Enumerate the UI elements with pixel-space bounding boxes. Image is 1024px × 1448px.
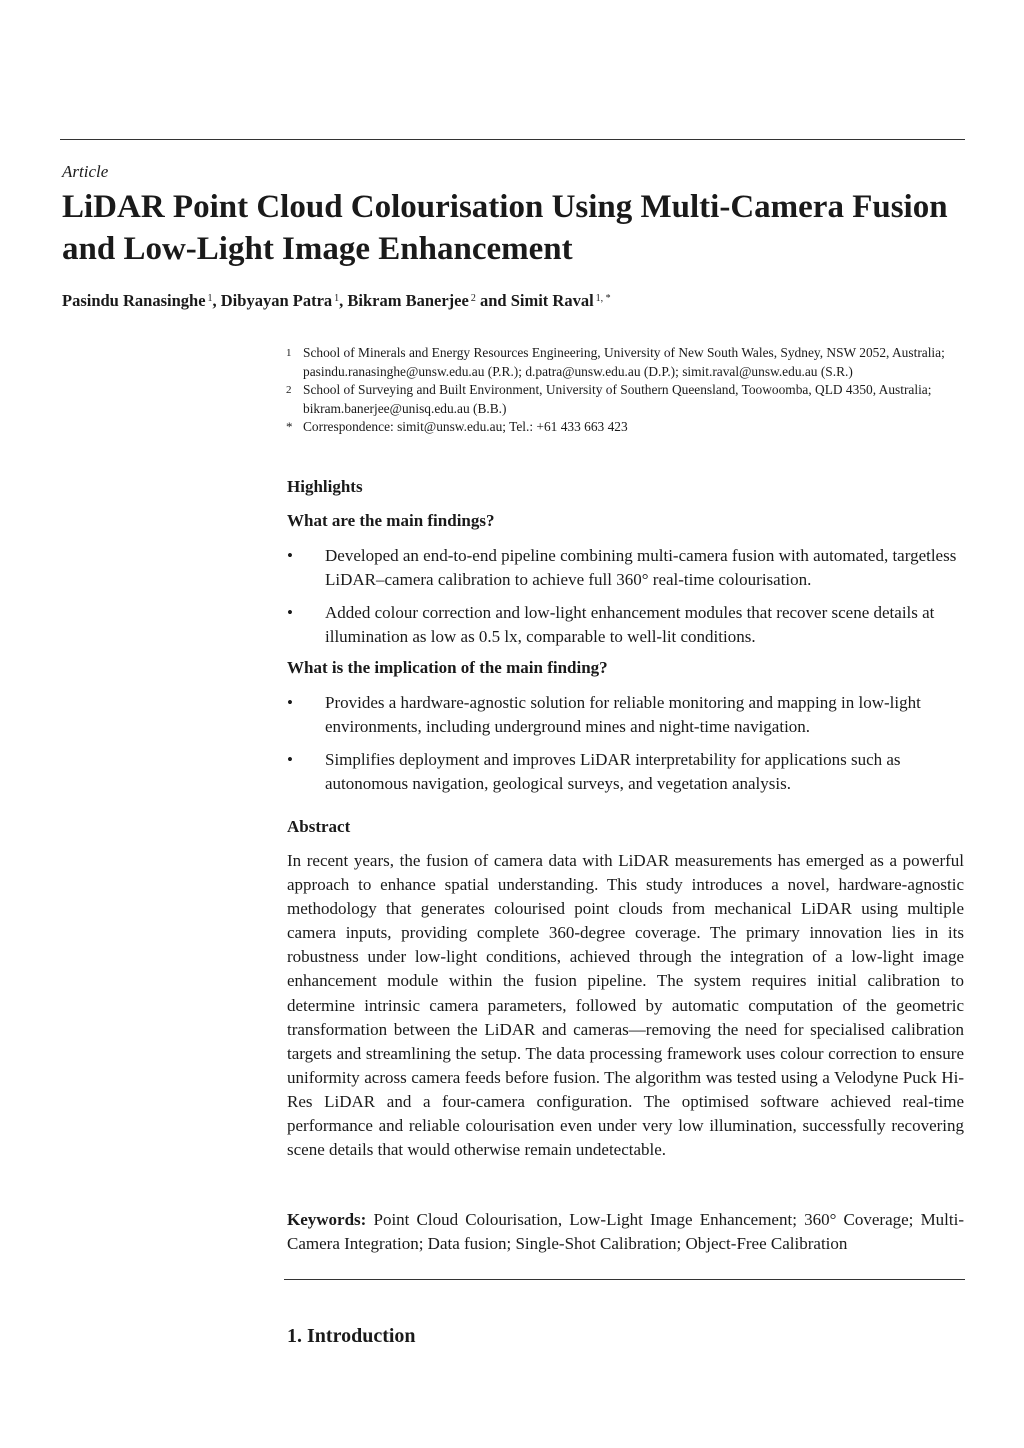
author-name: Dibyayan Patra bbox=[220, 291, 333, 310]
author-affiliation-mark: 1, * bbox=[595, 293, 611, 304]
affiliation-text: School of Minerals and Energy Resources Engineering, University of New South Wales, Sydney, NSW 2052, Australia; pasindu.ranasinghe@unsw.edu.au (P.R.); d.patra@unsw.edu.au (D.P.); simit.raval@unsw.edu.au (S.R.) bbox=[303, 345, 945, 379]
author-name: Pasindu Ranasinghe bbox=[62, 291, 206, 310]
paper-title: LiDAR Point Cloud Colourisation Using Multi-Camera Fusion and Low-Light Image Enhancement bbox=[62, 189, 948, 267]
list-item-text: Simplifies deployment and improves LiDAR interpretability for applications such as autonomous navigation, geological surveys, and vegetation analysis. bbox=[325, 750, 901, 793]
list-item-text: Developed an end-to-end pipeline combining multi-camera fusion with automated, targetless LiDAR–camera calibration to achieve full 360° real-time colourisation. bbox=[325, 546, 957, 589]
top-rule bbox=[60, 139, 965, 140]
section-heading-introduction: 1. Introduction bbox=[287, 1325, 416, 1347]
list-item-text: Added colour correction and low-light enhancement modules that recover scene details at illumination as low as 0.5 lx, comparable to well-lit conditions. bbox=[325, 603, 935, 646]
correspondence-item bbox=[286, 418, 966, 437]
keywords-block bbox=[287, 1208, 964, 1256]
author-list bbox=[62, 291, 611, 311]
author-affiliation-mark: 1 bbox=[207, 293, 213, 304]
abstract-body: In recent years, the fusion of camera data with LiDAR measurements has emerged as a powerful approach to enhance spatial understanding. This study introduces a novel, hardware-agnostic methodology that generates colourised point clouds from mechanical LiDAR using multiple camera inputs, providing complete 360-degree coverage. The primary innovation lies in its robustness under low-light conditions, achieved through the integration of a low-light image enhancement module within the fusion pipeline. The system requires initial calibration to determine intrinsic camera parameters, followed by automatic computation of the geometric transformation between the LiDAR and cameras—removing the need for specialised calibration targets and streamlining the setup. The data processing framework uses colour correction to ensure uniformity across camera feeds before fusion. The algorithm was tested using a Velodyne Puck Hi-Res LiDAR and a four-camera configuration. The optimised software achieved real-time performance and reliable colourisation even under very low illumination, successfully recovering scene details that would otherwise remain undetectable. bbox=[287, 851, 964, 1160]
list-item bbox=[287, 544, 964, 591]
correspondence-text: Correspondence: simit@unsw.edu.au; Tel.: +61 433 663 423 bbox=[303, 419, 628, 434]
affiliation-mark: 2 bbox=[286, 384, 292, 396]
author-name: Bikram Banerjee bbox=[347, 291, 469, 310]
affiliation-item bbox=[286, 381, 966, 418]
implications-list bbox=[287, 691, 964, 805]
list-item bbox=[287, 691, 964, 738]
abstract-heading: Abstract bbox=[287, 817, 351, 836]
list-item-text: Provides a hardware-agnostic solution for reliable monitoring and mapping in low-light environments, including underground mines and night-time navigation. bbox=[325, 693, 921, 736]
bullet-icon: • bbox=[287, 750, 293, 769]
author-affiliation-mark: 2 bbox=[470, 293, 476, 304]
affiliation-text: School of Surveying and Built Environment, University of Southern Queensland, Toowoomba, QLD 4350, Australia; bikram.banerjee@unisq.edu.au (B.B.) bbox=[303, 382, 932, 416]
findings-list bbox=[287, 544, 964, 658]
article-type-label: Article bbox=[62, 162, 109, 181]
correspondence-mark: * bbox=[286, 419, 293, 434]
author-separator: and bbox=[475, 291, 511, 310]
list-item bbox=[287, 601, 964, 648]
author-separator: , bbox=[339, 291, 348, 310]
author-separator: , bbox=[212, 291, 221, 310]
author-name: Simit Raval bbox=[510, 291, 594, 310]
keywords-text: Point Cloud Colourisation, Low-Light Image Enhancement; 360° Coverage; Multi-Camera Integration; Data fusion; Single-Shot Calibration; Object-Free Calibration bbox=[287, 1210, 965, 1253]
list-item bbox=[287, 748, 964, 795]
bullet-icon: • bbox=[287, 546, 293, 565]
findings-heading: What are the main findings? bbox=[287, 511, 495, 530]
affiliations-block bbox=[286, 344, 966, 437]
bullet-icon: • bbox=[287, 603, 293, 622]
author-affiliation-mark: 1 bbox=[334, 293, 340, 304]
affiliation-mark: 1 bbox=[286, 347, 292, 359]
implication-heading: What is the implication of the main finding? bbox=[287, 658, 608, 677]
affiliation-item bbox=[286, 344, 966, 381]
bullet-icon: • bbox=[287, 693, 293, 712]
bottom-rule bbox=[284, 1279, 965, 1280]
highlights-heading: Highlights bbox=[287, 477, 363, 496]
keywords-label: Keywords: bbox=[287, 1210, 367, 1229]
